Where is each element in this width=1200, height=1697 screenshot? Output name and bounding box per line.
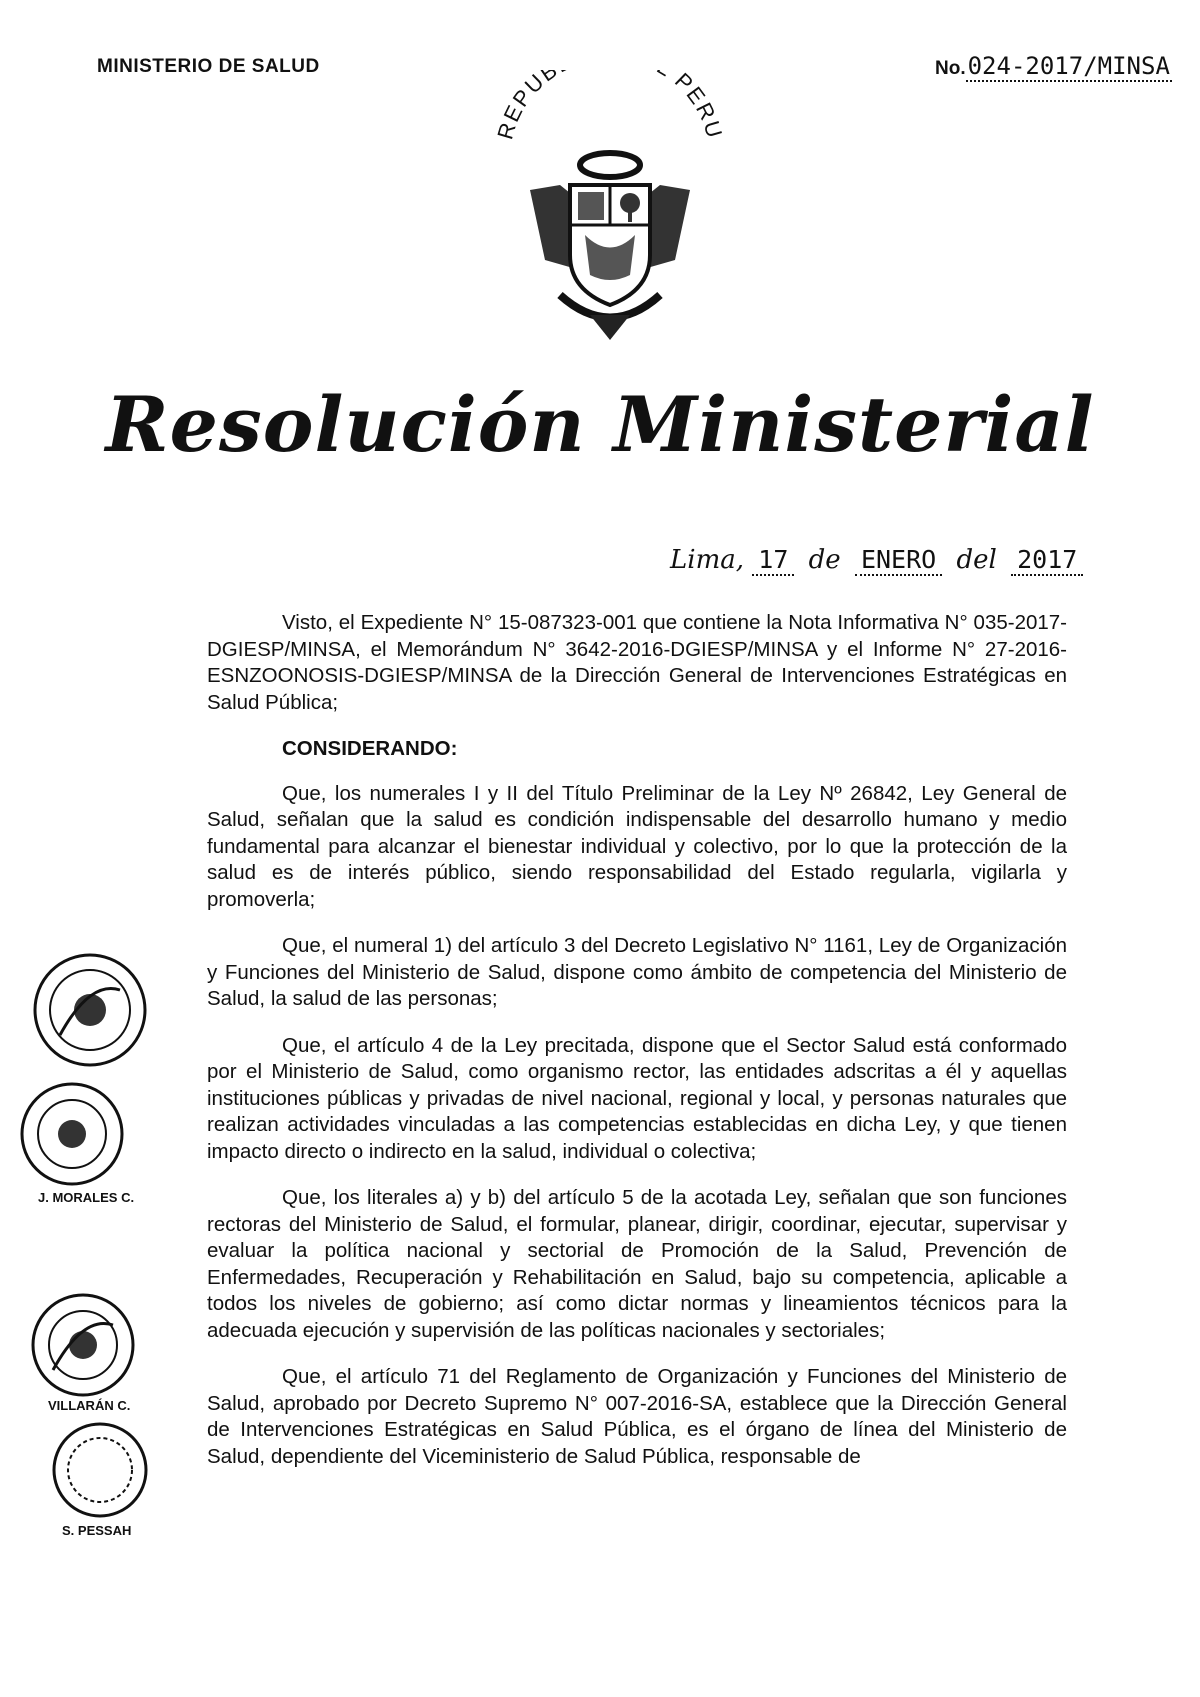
ministry-name: MINISTERIO DE SALUD xyxy=(97,56,320,77)
date-del: del xyxy=(956,545,997,575)
date-line xyxy=(670,545,1083,575)
body-paragraph: Que, los literales a) y b) del artículo 5 de la acotada Ley, señalan que son funciones rectoras del Ministerio de Salud, el formular, planear, dirigir, coordinar, ejecutar, supervisar y evaluar la política nacional y sectorial de Promoción de la Salud, Prevención de Enfermedades, Recuperación y Rehabilitación en Salud, bajo su competencia, aplicable a todos los niveles de gobierno; así como dictar normas y lineamientos técnicos para la adecuada ejecución y supervisión de las políticas nacionales y sectoriales; xyxy=(207,1186,1067,1342)
coat-of-arms-icon xyxy=(490,70,730,345)
seal-name: S. PESSAH xyxy=(62,1523,132,1538)
seal-icon xyxy=(50,1420,150,1520)
seal-stamp xyxy=(50,1420,150,1525)
body-paragraph: Que, el artículo 4 de la Ley precitada, dispone que el Sector Salud está conformado por el Ministerio de Salud, como organismo rector, las entidades adscritas a él y aquellas instituciones públicas y privadas de nivel nacional, regional y local, y personas naturales que realizan actividades vinculadas a las competencias establecidas en dicha Ley, y que tienen impacto directo o indirecto en la salud, individual o colectiva; xyxy=(207,1033,1067,1163)
date-year: 2017 xyxy=(1011,545,1083,576)
seal-name: VILLARÁN C. xyxy=(48,1398,131,1413)
svg-text:REPUBLICA DEL PERU xyxy=(492,70,727,142)
seal-stamp xyxy=(30,950,150,1075)
seal-stamp xyxy=(18,1080,126,1193)
number-prefix: No. xyxy=(935,58,966,79)
body-paragraph: Que, el artículo 71 del Reglamento de Organización y Funciones del Ministerio de Salud, aprobado por Decreto Supremo N° 007-2016-SA, establece que la Dirección General de Intervenciones Estratégicas en Salud Pública, es el órgano de línea del Ministerio de Salud, dependiente del Viceministerio de Salud Pública, responsable de xyxy=(207,1365,1067,1468)
considerando-heading: CONSIDERANDO: xyxy=(282,737,458,760)
visto-paragraph: Visto, el Expediente N° 15-087323-001 que contiene la Nota Informativa N° 035-2017-DGIESP/MINSA, el Memorándum N° 3642-2016-DGIESP/MINSA y el Informe N° 27-2016-ESNZOONOSIS-DGIESP/MINSA de la Dirección General de Intervenciones Estratégicas en Salud Pública; xyxy=(207,611,1067,714)
seal-stamp xyxy=(28,1290,138,1405)
seal-icon xyxy=(30,950,150,1070)
seal-icon xyxy=(18,1080,126,1188)
number-value: 024-2017/MINSA xyxy=(967,52,1170,80)
resolution-number xyxy=(935,52,1172,80)
date-day: 17 xyxy=(752,545,794,576)
date-month: ENERO xyxy=(855,545,942,576)
coat-of-arms xyxy=(490,70,730,345)
seal-icon xyxy=(28,1290,138,1400)
date-city: Lima, xyxy=(670,545,745,575)
document-title: Resolución Ministerial xyxy=(105,380,1095,469)
date-de: de xyxy=(808,545,841,575)
body-paragraph: Que, el numeral 1) del artículo 3 del Decreto Legislativo N° 1161, Ley de Organización y Funciones del Ministerio de Salud, dispone como ámbito de competencia del Ministerio de Salud, la salud de las personas; xyxy=(207,934,1067,1010)
body-paragraph: Que, los numerales I y II del Título Preliminar de la Ley Nº 26842, Ley General de Salud, señalan que la salud es condición indispensable del desarrollo humano y medio fundamental para alcanzar el bienestar individual y colectivo, por lo que la protección de la salud es de interés público, siendo responsabilidad del Estado regularla, vigilarla y promoverla; xyxy=(207,781,1067,911)
seal-name: J. MORALES C. xyxy=(38,1190,135,1205)
crest-arc-text: REPUB PERU xyxy=(492,70,728,143)
document-body xyxy=(207,610,1067,1490)
